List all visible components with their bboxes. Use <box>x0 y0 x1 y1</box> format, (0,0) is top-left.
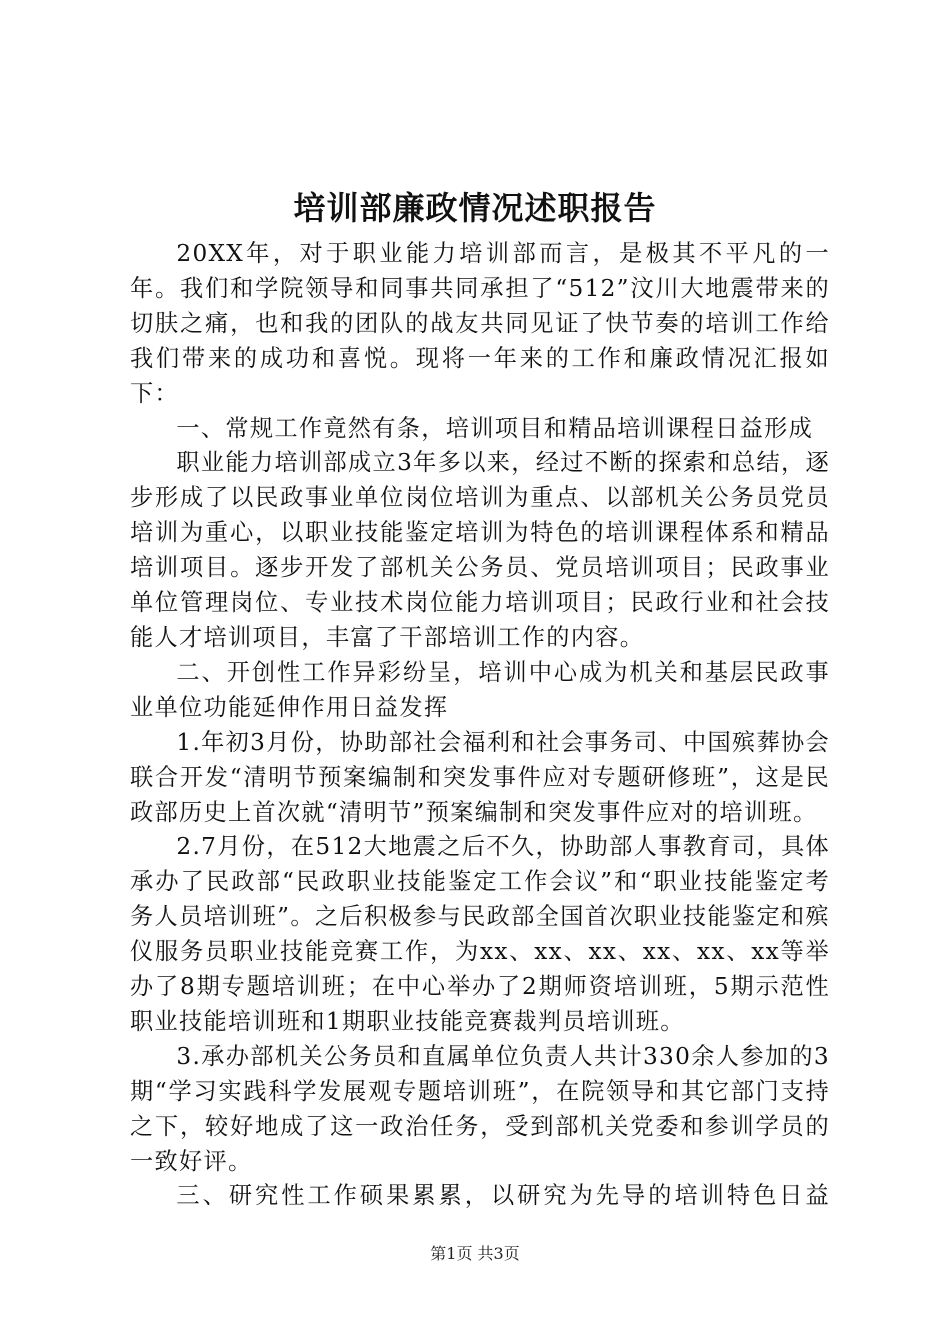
page-number-footer: 第1页 共3页 <box>430 1244 520 1263</box>
paragraph-intro: 20XX年，对于职业能力培训部而言，是极其不平凡的一年。我们和学院领导和同事共同承担了“512”汶川大地震带来的切肤之痛，也和我的团队的战友共同见证了快节奏的培训工作给我们带来的成功和喜悦。现将一年来的工作和廉政情况汇报如下： <box>130 240 830 407</box>
paragraph-item-2: 2.7月份，在512大地震之后不久，协助部人事教育司，具体承办了民政部“民政职业技能鉴定工作会议”和“职业技能鉴定考务人员培训班”。之后积极参与民政部全国首次职业技能鉴定和殡仪服务员职业技能竞赛工作，为xx、xx、xx、xx、xx、xx等举办了8期专题培训班；在中心举办了2期师资培训班，5期示范性职业技能培训班和1期职业技能竞赛裁判员培训班。 <box>130 833 830 1035</box>
section-heading-2: 二、开创性工作异彩纷呈，培训中心成为机关和基层民政事业单位功能延伸作用日益发挥 <box>130 658 830 721</box>
paragraph-section-1: 职业能力培训部成立3年多以来，经过不断的探索和总结，逐步形成了以民政事业单位岗位培训为重点、以部机关公务员党员培训为重心，以职业技能鉴定培训为特色的培训课程体系和精品培训项目。逐步开发了部机关公务员、党员培训项目；民政事业单位管理岗位、专业技术岗位能力培训项目；民政行业和社会技能人才培训项目，丰富了干部培训工作的内容。 <box>130 449 830 651</box>
paragraph-item-1: 1.年初3月份，协助部社会福利和社会事务司、中国殡葬协会联合开发“清明节预案编制和突发事件应对专题研修班”，这是民政部历史上首次就“清明节”预案编制和突发事件应对的培训班。 <box>130 728 830 826</box>
section-heading-1: 一、常规工作竟然有条，培训项目和精品培训课程日益形成 <box>176 414 814 442</box>
document-body <box>130 237 830 1214</box>
paragraph-item-3: 3.承办部机关公务员和直属单位负责人共计330余人参加的3期“学习实践科学发展观专题培训班”，在院领导和其它部门支持之下，较好地成了这一政治任务，受到部机关党委和参训学员的一致好评。 <box>130 1042 830 1175</box>
section-heading-3: 三、研究性工作硕果累累，以研究为先导的培训特色日益 <box>176 1182 830 1210</box>
document-title: 培训部廉政情况述职报告 <box>293 189 657 227</box>
